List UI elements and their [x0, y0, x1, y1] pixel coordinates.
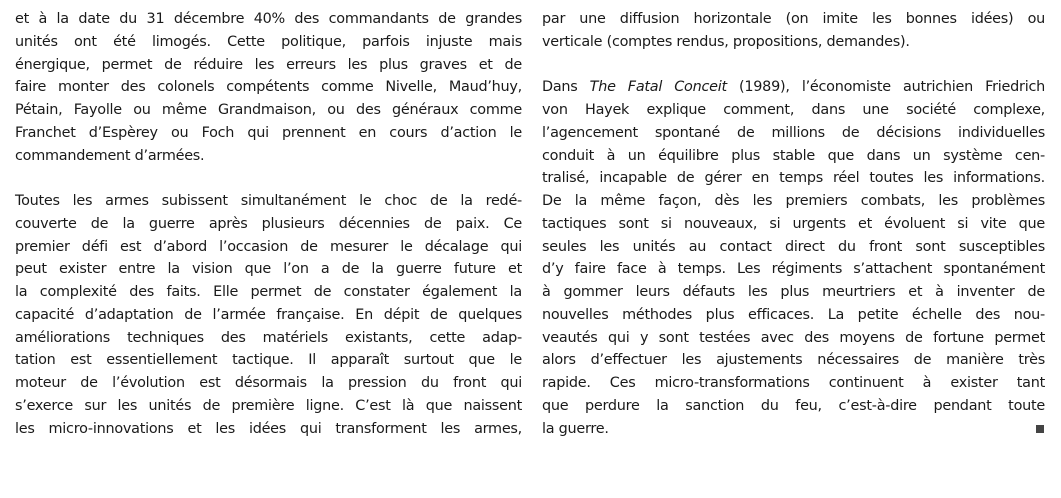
text-line: d’y faire face à temps. Les régiments s’attachent spontanément: [542, 261, 1045, 278]
text-line: De la même façon, dès les premiers combats, les problèmes: [542, 193, 1045, 209]
text-fragment: Dans: [542, 79, 590, 96]
text-line: von Hayek explique comment, dans une société complexe,: [542, 102, 1045, 118]
book-title: The Fatal Conceit: [589, 79, 727, 96]
text-line: la guerre.: [542, 420, 609, 437]
text-line: rapide. Ces micro-transformations continuent à exister tant: [542, 375, 1045, 391]
right-paragraph-1: [542, 8, 1045, 54]
text-line: moteur de l’évolution est désormais la pression du front qui: [15, 375, 522, 391]
final-line-row: [542, 418, 1045, 441]
left-paragraph-2: [15, 190, 522, 440]
text-line: tation est essentiellement tactique. Il apparaît surtout que le: [15, 352, 522, 369]
paragraph-gap: [15, 167, 522, 190]
text-line: à gommer leurs défauts les plus meurtriers et à inventer de: [542, 284, 1045, 300]
text-line: améliorations techniques des matériels existants, cette adap-: [15, 329, 522, 346]
text-line: Franchet d’Espèrey ou Foch qui prennent en cours d’action le: [15, 124, 522, 141]
right-column: [542, 8, 1045, 498]
text-line: la complexité des faits. Elle permet de constater également la: [15, 284, 522, 300]
text-fragment: (1989), l’économiste autrichien Friedrich: [726, 79, 1045, 96]
text-line: peut exister entre la vision que l’on a de la guerre future et: [15, 261, 522, 278]
text-line: commandement d’armées.: [15, 147, 205, 164]
text-line: les micro-innovations et les idées qui transforment les armes,: [15, 420, 522, 437]
text-line: Toutes les armes subissent simultanément le choc de la redé-: [15, 193, 522, 209]
text-line: unités ont été limogés. Cette politique, parfois injuste mais: [15, 33, 522, 50]
text-line: verticale (comptes rendus, propositions, demandes).: [542, 33, 910, 50]
text-line: énergique, permet de réduire les erreurs les plus graves et de: [15, 56, 522, 73]
left-paragraph-1: [15, 8, 522, 167]
left-column: [15, 8, 522, 498]
text-line: tactiques sont si nouveaux, si urgents et évoluent si vite que: [542, 215, 1045, 232]
text-line: [542, 76, 1045, 99]
text-line: couverte de la guerre après plusieurs décennies de paix. Ce: [15, 215, 522, 232]
end-of-article-square-icon: [1036, 425, 1044, 433]
text-line: conduit à un équilibre plus stable que dans un système cen-: [542, 147, 1045, 164]
right-paragraph-2: [542, 76, 1045, 440]
text-line: premier défi est d’abord l’occasion de mesurer le décalage qui: [15, 238, 522, 255]
text-line: tralisé, incapable de gérer en temps réel toutes les informations.: [542, 170, 1045, 187]
text-line: alors d’effectuer les ajustements nécessaires de manière très: [542, 352, 1045, 369]
text-line: s’exerce sur les unités de première ligne. C’est là que naissent: [15, 397, 522, 414]
text-line: veautés qui y sont testées avec des moyens de fortune permet: [542, 329, 1045, 346]
text-line: faire monter des colonels compétents comme Nivelle, Maud’huy,: [15, 79, 522, 96]
text-line: par une diffusion horizontale (on imite les bonnes idées) ou: [542, 11, 1045, 27]
text-line: Pétain, Fayolle ou même Grandmaison, ou des généraux comme: [15, 102, 522, 118]
text-line: et à la date du 31 décembre 40% des commandants de grandes: [15, 11, 522, 27]
text-line: capacité d’adaptation de l’armée française. En dépit de quelques: [15, 306, 522, 323]
paragraph-gap: [542, 54, 1045, 77]
text-line: seules les unités au contact direct du front sont susceptibles: [542, 238, 1045, 255]
text-line: que perdure la sanction du feu, c’est-à-dire pendant toute: [542, 397, 1045, 414]
text-line: l’agencement spontané de millions de décisions individuelles: [542, 124, 1045, 141]
text-line: nouvelles méthodes plus efficaces. La petite échelle des nou-: [542, 306, 1045, 323]
